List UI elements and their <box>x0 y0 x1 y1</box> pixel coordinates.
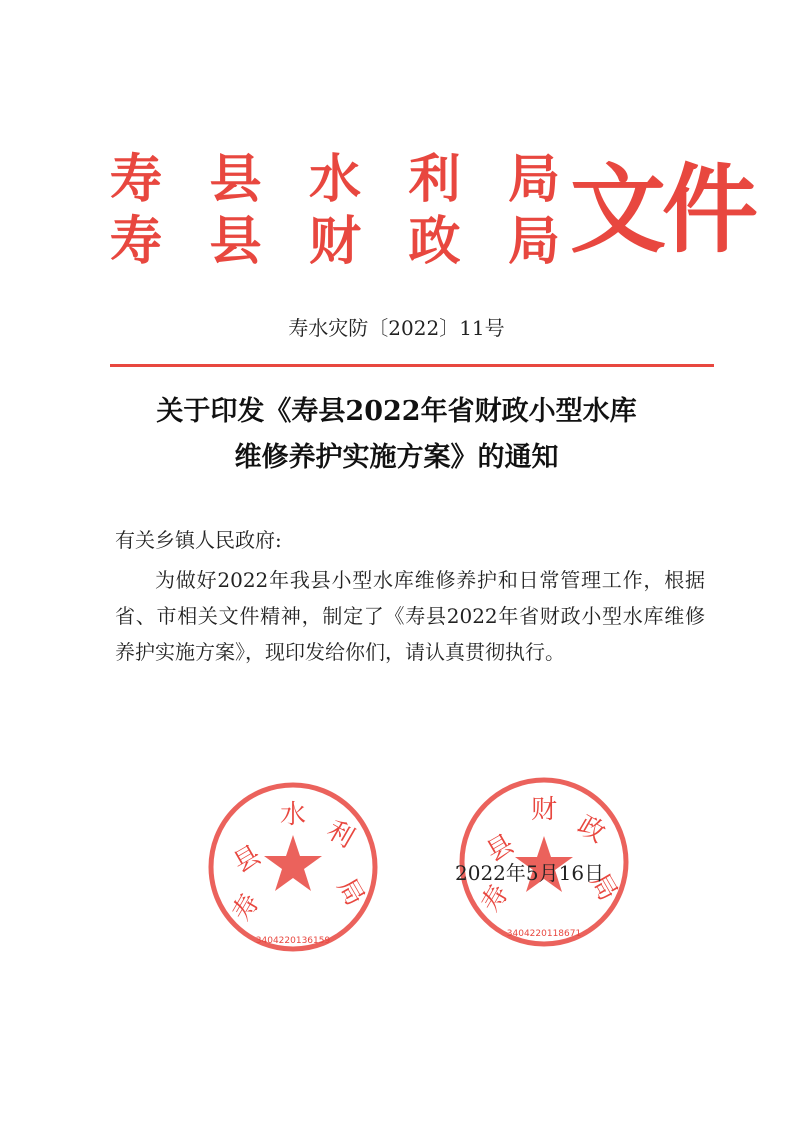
salutation: 有关乡镇人民政府: <box>115 528 282 552</box>
issuer-char: 水 <box>308 149 361 210</box>
seal-char: 财 <box>531 795 558 825</box>
issuer-row-1 <box>110 150 560 210</box>
seal-char: 局 <box>583 868 623 907</box>
issuer-char: 利 <box>408 149 461 210</box>
issuer-char: 财 <box>308 211 361 272</box>
seal-char: 水 <box>280 800 307 830</box>
seal-char: 政 <box>572 810 611 850</box>
star-icon <box>264 835 322 891</box>
issuer-row-2 <box>110 212 560 272</box>
body-paragraph: 为做好2022年我县小型水库维修养护和日常管理工作，根据省、市相关文件精神，制定了《寿县2022年省财政小型水库维修养护实施方案》，现印发给你们，请认真贯彻执行。 <box>115 568 705 664</box>
issuer-char: 局 <box>507 211 560 272</box>
title-line-1: 关于印发《寿县2022年省财政小型水库 <box>156 396 637 427</box>
issuer-char: 政 <box>408 211 461 272</box>
document-header-wenjian: 文件 <box>570 153 754 266</box>
red-separator-line <box>110 364 714 367</box>
seal-char: 寿 <box>476 879 516 918</box>
seal-code: 3404220118671 <box>506 929 582 939</box>
seal-code: 3404220136159 <box>255 936 331 946</box>
issuer-char: 局 <box>507 149 560 210</box>
seal-char: 利 <box>321 815 360 855</box>
seal-char: 寿 <box>227 888 267 927</box>
seal-char: 县 <box>228 840 267 880</box>
issuer-char: 县 <box>209 211 262 272</box>
issuer-char: 寿 <box>110 211 163 272</box>
title-line-2: 维修养护实施方案》的通知 <box>234 442 559 473</box>
seal-char: 局 <box>330 873 370 912</box>
issuer-char: 县 <box>209 149 262 210</box>
issuer-char: 寿 <box>110 149 163 210</box>
seal-char: 县 <box>481 829 520 869</box>
issue-date: 2022年5月16日 <box>455 861 605 885</box>
document-number: 寿水灾防〔2022〕11号 <box>288 316 505 340</box>
seal-water-resources-bureau <box>207 781 379 953</box>
